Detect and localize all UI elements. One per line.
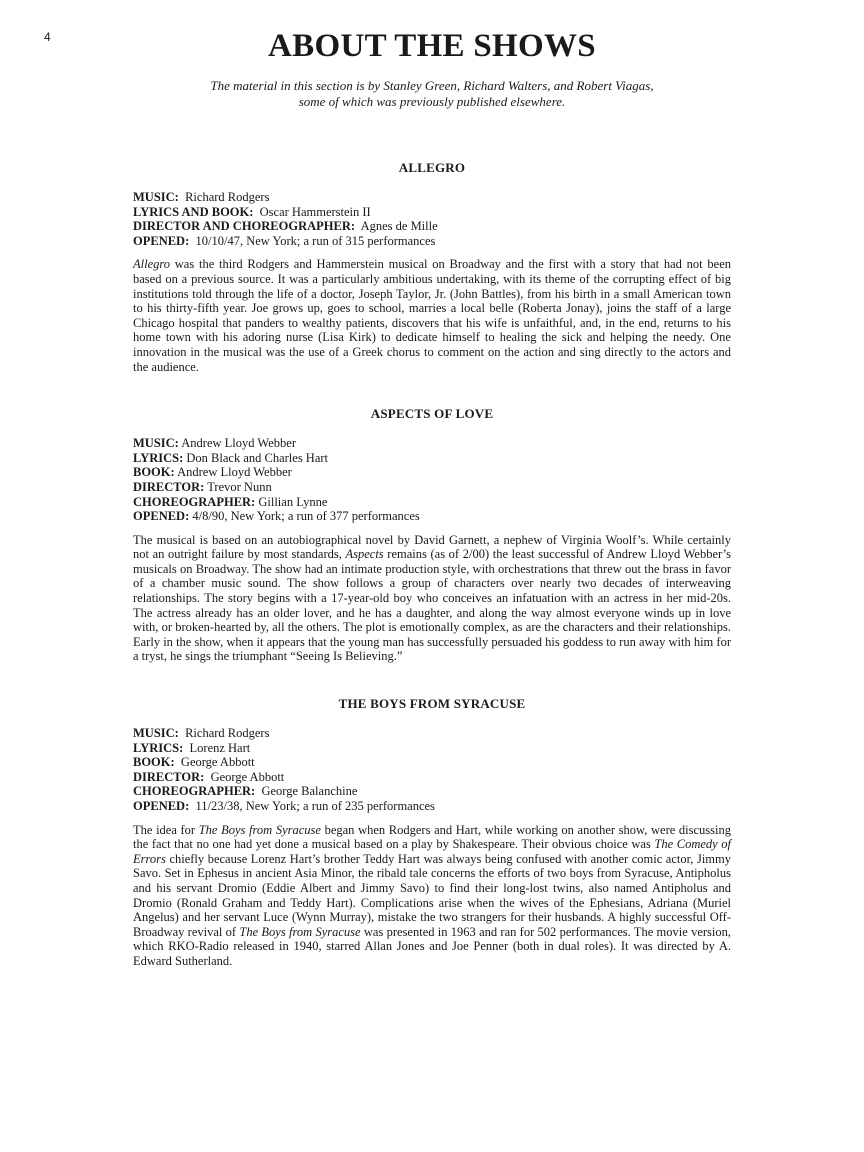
credit-value: Don Black and Charles Hart [186, 450, 329, 465]
credit-opened [133, 509, 731, 524]
credit-value: Oscar Hammerstein II [259, 204, 371, 219]
page-subtitle [0, 78, 864, 110]
credit-label: CHOREOGRAPHER: [133, 784, 256, 799]
credit-value: Richard Rodgers [185, 726, 270, 741]
credit-opened [133, 234, 731, 249]
credit-value: 4/8/90, New York; a run of 377 performances [192, 509, 420, 524]
credit-choreographer [133, 495, 731, 510]
description-text: chiefly because Lorenz Hart’s brother Teddy Hart was always being confused with another comic actor, Jimmy Savo. Set in Ephesus in ancient Asia Minor, the ribald tale concerns the efforts of two boys from Syracuse, Antipholus and his servant Dromio (Eddie Albert and Jimmy Savo) to find their long-lost twins, also named Antipholus and Dromio (Ronald Graham and Teddy Hart). Complications arise when the wives of the Ephesians, Adriana (Muriel Angelus) and her servant Luce (Wynn Murray), mistake the two strangers for their husbands. A highly successful Off-Broadway revival of [133, 851, 731, 939]
credit-music [133, 436, 731, 451]
credit-value: 10/10/47, New York; a run of 315 performances [195, 233, 436, 248]
credit-label: MUSIC: [133, 726, 179, 741]
credit-label: CHOREOGRAPHER: [133, 494, 256, 509]
credit-music [133, 190, 731, 205]
credit-value: George Balanchine [261, 784, 358, 799]
show-description [133, 257, 731, 374]
show-description [133, 533, 731, 664]
credit-label: DIRECTOR: [133, 769, 205, 784]
credit-music [133, 726, 731, 741]
credit-value: Richard Rodgers [185, 190, 270, 204]
credit-lyrics [133, 741, 731, 756]
show-credits [133, 436, 731, 524]
credit-label: MUSIC: [133, 190, 179, 204]
credit-director [133, 480, 731, 495]
show-allegro [133, 160, 731, 374]
credit-choreographer [133, 784, 731, 799]
credit-label: DIRECTOR AND CHOREOGRAPHER: [133, 219, 356, 234]
show-description [133, 823, 731, 969]
credit-value: George Abbott [180, 755, 255, 770]
description-text: was presented in 1963 and ran for 502 performances. The movie version, which RKO-Radio released in 1940, starred Allan Jones and Joe Penner (both in dual roles). It was directed by A. Edward Sutherland. [133, 924, 731, 968]
credit-book [133, 465, 731, 480]
credit-lyrics-and-book [133, 205, 731, 220]
play-name-italic: The Comedy of Errors [133, 837, 732, 866]
credit-value: 11/23/38, New York; a run of 235 performances [195, 799, 435, 813]
show-name-italic: The Boys from Syracuse [239, 924, 361, 939]
show-name-italic: Aspects [345, 547, 384, 562]
description-text: was the third Rodgers and Hammerstein musical on Broadway and the first with a story that had not been based on a previous source. It was a particularly ambitious undertaking, with its theme of the corrupting effect of big institutions told through the life of a doctor, Joseph Taylor, Jr. (John Battles), from his birth in a small American town to his thirty-fifth year. Joe grows up, goes to school, marries a local belle (Roberta Jonay), joins the staff of a large Chicago hospital that panders to wealthy patients, discovers that his wife is unfaithful, and, in the end, returns to his home town with his adoring nurse (Lisa Kirk) to dedicate himself to healing the sick and helping the needy. One innovation in the musical was the use of a Greek chorus to comment on the action and sing directly to the actors and the audience. [133, 257, 731, 374]
description-text: The idea for [133, 822, 199, 837]
subtitle-line-1: The material in this section is by Stanley Green, Richard Walters, and Robert Viagas, [210, 78, 654, 93]
credit-label: LYRICS AND BOOK: [133, 204, 254, 219]
shows-content [133, 160, 731, 1001]
subtitle-line-2: some of which was previously published elsewhere. [298, 94, 566, 109]
credit-value: Andrew Lloyd Webber [181, 436, 296, 451]
credit-book [133, 755, 731, 770]
show-name-italic: Allegro [133, 257, 171, 272]
credit-label: BOOK: [133, 465, 175, 480]
credit-value: Trevor Nunn [207, 479, 272, 494]
credit-director [133, 770, 731, 785]
show-title: ASPECTS OF LOVE [370, 406, 494, 422]
credit-label: OPENED: [133, 799, 190, 813]
credit-value: Gillian Lynne [258, 494, 328, 509]
show-aspects-of-love [133, 406, 731, 664]
credit-label: LYRICS: [133, 740, 184, 755]
credit-value: George Abbott [210, 769, 285, 784]
credit-value: Agnes de Mille [360, 219, 438, 234]
credit-label: OPENED: [133, 509, 190, 524]
show-credits [133, 190, 731, 248]
description-text: began when Rodgers and Hart, while working on another show, were discussing the fact that no one had yet done a musical based on a play by Shakespeare. Their obvious choice was [133, 822, 731, 852]
credit-director-choreographer [133, 219, 731, 234]
show-title: THE BOYS FROM SYRACUSE [338, 696, 526, 712]
credit-lyrics [133, 451, 731, 466]
credit-value: Andrew Lloyd Webber [177, 465, 292, 480]
credit-label: BOOK: [133, 755, 175, 770]
show-boys-from-syracuse [133, 696, 731, 969]
credit-label: DIRECTOR: [133, 479, 205, 494]
description-text: remains (as of 2/00) the least successful of Andrew Lloyd Webber’s musicals on Broadway. The show had an intimate production style, with orchestrations that threw out the brass in favor of a chamber music sound. The show follows a group of characters over nearly two decades of interweaving relationships. The story begins with a 17-year-old boy who conceives an infatuation with an actress in her mid-20s. The actress already has an older lover, and he has a daughter, and along the way almost everyone winds up in love with, or broken-hearted by, all the others. The plot is emotionally complex, as are the characters and their relationships. Early in the show, when it appears that the young man has successfully persuaded his goddess to run away with him for a tryst, he sings the triumphant “Seeing Is Believing.” [133, 547, 731, 664]
show-title: ALLEGRO [398, 160, 466, 175]
credit-label: MUSIC: [133, 436, 179, 451]
credit-label: OPENED: [133, 233, 190, 248]
page-title: ABOUT THE SHOWS [268, 28, 596, 64]
credit-label: LYRICS: [133, 450, 184, 465]
show-credits [133, 726, 731, 814]
description-text: The musical is based on an autobiographical novel by David Garnett, a nephew of Virginia Woolf’s. While certainly not an outright failure by most standards, [133, 532, 731, 562]
credit-value: Lorenz Hart [189, 740, 251, 755]
page-number: 4 [44, 30, 51, 44]
show-name-italic: The Boys from Syracuse [198, 822, 321, 837]
credit-opened [133, 799, 731, 814]
